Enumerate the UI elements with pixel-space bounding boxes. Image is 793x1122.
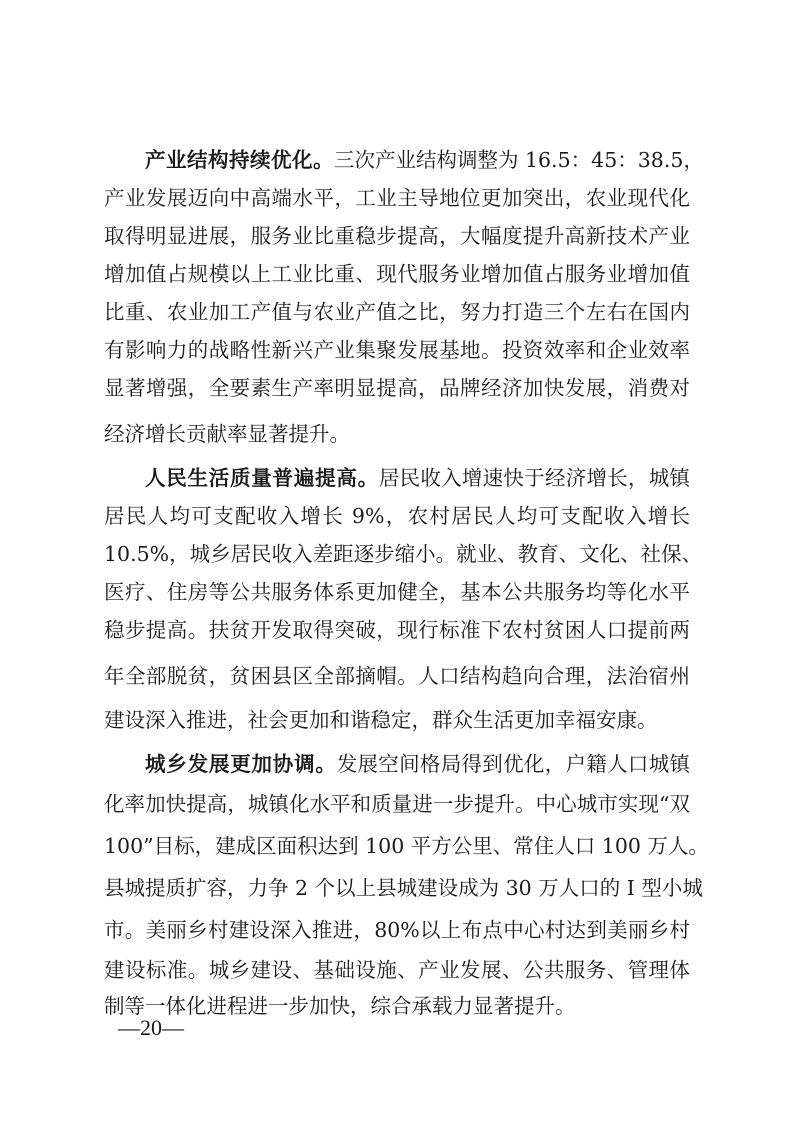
paragraph-1-line-3: 取得明显进展，服务业比重稳步提高，大幅度提升高新技术产业: [104, 224, 690, 248]
paragraph-2-lead: 人民生活质量普遍提高。: [145, 466, 379, 490]
paragraph-2-line-2: 居民人均可支配收入增长 9%，农村居民人均可支配收入增长: [104, 504, 690, 528]
paragraph-1-line-8: 经济增长贡献率显著提升。: [104, 422, 350, 446]
paragraph-1-lead: 产业结构持续优化。: [145, 148, 334, 172]
paragraph-2-text: 居民收入增速快于经济增长，城镇: [378, 466, 690, 490]
paragraph-3-line-3: 100”目标，建成区面积达到 100 平方公里、常住人口 100 万人。: [104, 834, 709, 858]
paragraph-1-line-4: 增加值占规模以上工业比重、现代服务业增加值占服务业增加值: [104, 262, 690, 286]
paragraph-2-line-5: 稳步提高。扶贫开发取得突破，现行标准下农村贫困人口提前两: [104, 618, 690, 642]
paragraph-3-line-4: 县城提质扩容，力争 2 个以上县城建设成为 30 万人口的 I 型小城: [104, 876, 703, 900]
paragraph-1-line-2: 产业发展迈向中高端水平，工业主导地位更加突出，农业现代化: [104, 186, 690, 210]
paragraph-3-line-2: 化率加快提高，城镇化水平和质量进一步提升。中心城市实现“双: [104, 792, 690, 816]
paragraph-3-text: 发展空间格局得到优化，户籍人口城镇: [336, 752, 691, 776]
paragraph-2-line-1: [145, 458, 690, 498]
paragraph-1-line-1: [145, 140, 704, 180]
paragraph-2-line-4: 医疗、住房等公共服务体系更加健全，基本公共服务均等化水平: [104, 580, 690, 604]
paragraph-1-line-7: 显著增强，全要素生产率明显提高，品牌经济加快发展，消费对: [104, 376, 690, 400]
paragraph-1-text: 三次产业结构调整为 16.5：45：38.5，: [334, 148, 704, 172]
paragraph-2-line-7: 建设深入推进，社会更加和谐稳定，群众生活更加幸福安康。: [104, 708, 658, 732]
paragraph-3-line-1: [145, 744, 690, 784]
paragraph-3-line-6: 建设标准。城乡建设、基础设施、产业发展、公共服务、管理体: [104, 958, 690, 982]
page-number: —20—: [118, 1015, 184, 1040]
paragraph-1-line-6: 有影响力的战略性新兴产业集聚发展基地。投资效率和企业效率: [104, 338, 690, 362]
paragraph-3-line-7: 制等一体化进程进一步加快，综合承载力显著提升。: [104, 994, 576, 1018]
paragraph-2-line-3: 10.5%，城乡居民收入差距逐步缩小。就业、教育、文化、社保、: [104, 542, 703, 566]
paragraph-3-lead: 城乡发展更加协调。: [145, 752, 337, 776]
paragraph-2-line-6: 年全部脱贫，贫困县区全部摘帽。人口结构趋向合理，法治宿州: [104, 664, 690, 688]
paragraph-3-line-5: 市。美丽乡村建设深入推进，80%以上布点中心村达到美丽乡村: [104, 918, 690, 942]
paragraph-1-line-5: 比重、农业加工产值与农业产值之比，努力打造三个左右在国内: [104, 300, 690, 324]
